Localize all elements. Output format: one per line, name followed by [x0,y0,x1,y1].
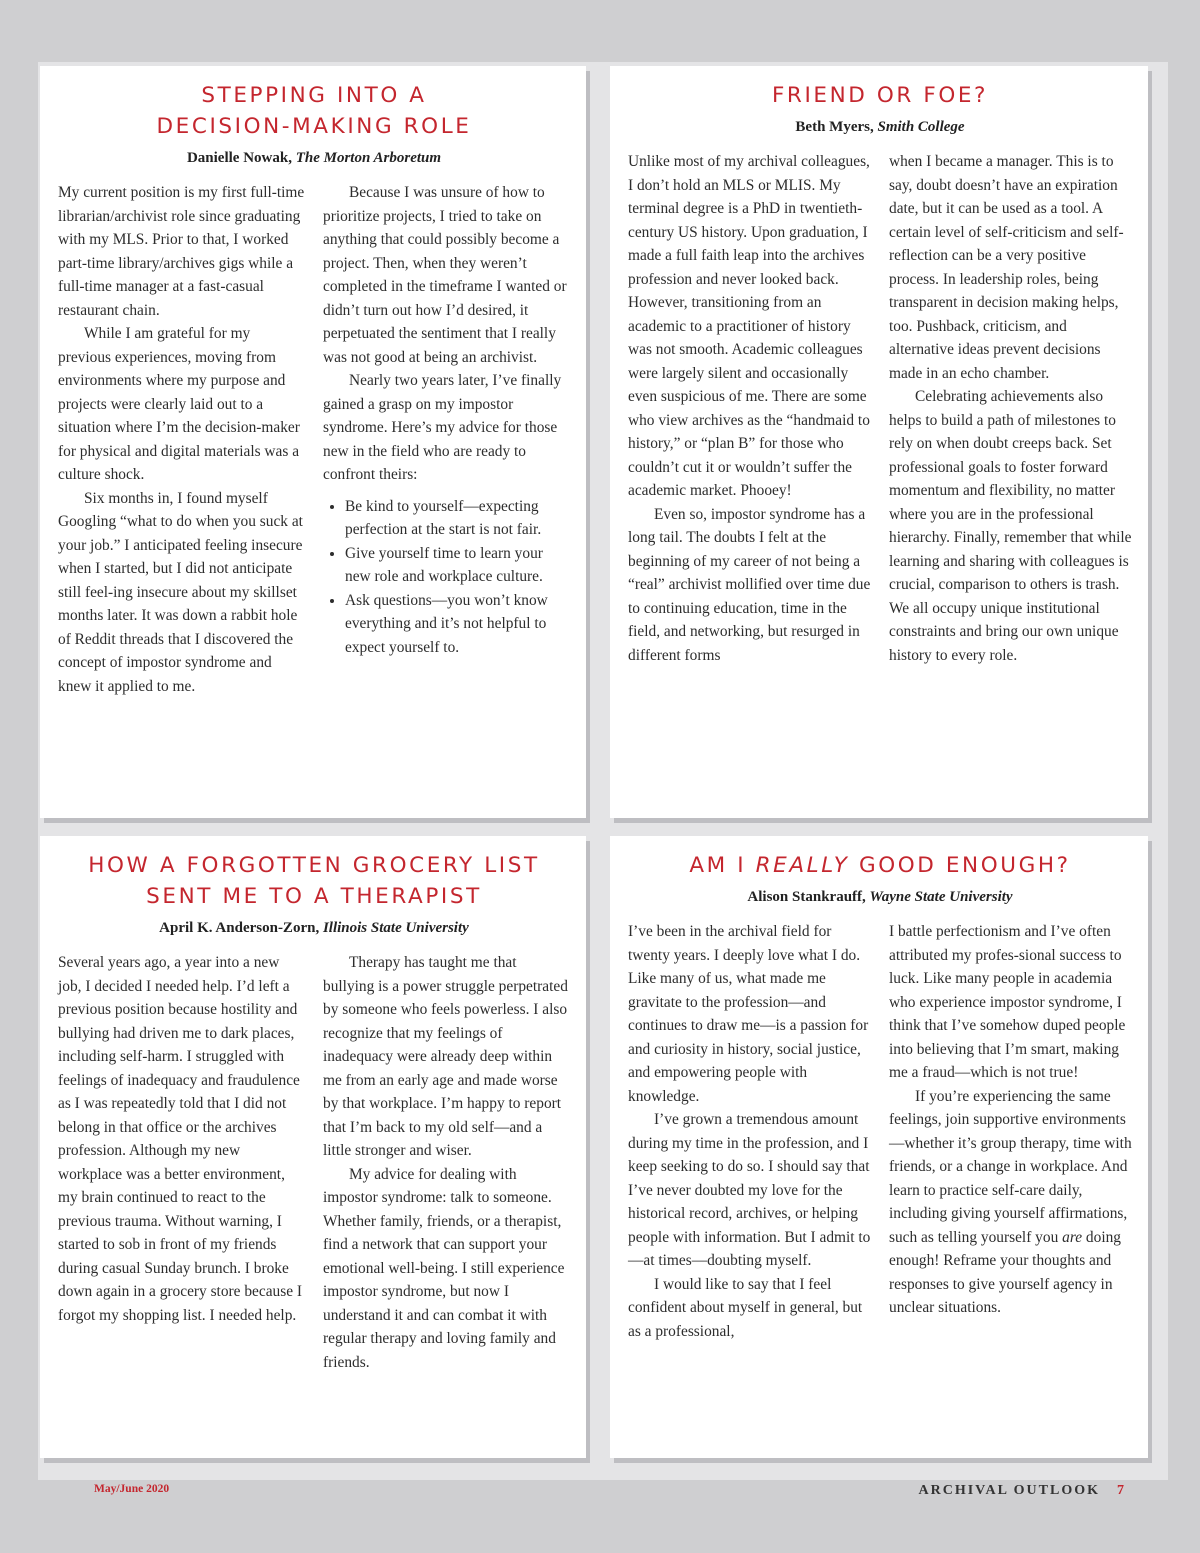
paragraph: Because I was unsure of how to prioritize projects, I tried to take on anything that could possibly become a project. Then, when they weren’t completed in the timeframe I wanted or didn’t turn out how I’d desired, it perpetuated the sentiment that I really was not good at being an archivist. [323,184,567,366]
article-columns [58,951,570,1374]
paragraph: Nearly two years later, I’ve finally gained a grasp on my impostor syndrome. Here’s my advice for those new in the field who are ready to confront theirs: [323,372,562,483]
paragraph: Unlike most of my archival colleagues, I don’t hold an MLS or MLIS. My terminal degree is a PhD in twentieth-century US history. Upon graduation, I made a full faith leap into the archives profession and never looked back. However, transitioning from an academic to a practitioner of history was not smooth. Academic colleagues were largely silent and occasionally even suspicious of me. There are some who view archives as the “handmaid to history,” or “plan B” for those who couldn’t cut it or wouldn’t suffer the academic market. Phooey! [628,153,870,499]
author-institution: Wayne State University [869,889,1013,905]
paragraph: I’ve been in the archival field for twenty years. I deeply love what I do. Like many of us, what made me gravitate to the profession—and continues to draw me—is a passion for and curiosity in history, social justice, and empowering people with knowledge. [628,923,869,1105]
text-emphasis: are [1062,1228,1083,1246]
article-columns [628,150,1132,667]
article-byline [58,920,570,937]
paragraph: Six months in, I found myself Googling “what to do when you suck at your job.” I anticipated feeling insecure when I started, but I did not anticipate still feel-ing insecure about my skillset months later. It was down a rabbit hole of Reddit threads that I discovered the concept of impostor syndrome and knew it applied to me. [58,489,303,695]
author-institution: Smith College [877,119,965,135]
paragraph: I’ve grown a tremendous amount during my time in the profession, and I keep seeking to do so. I should say that I’ve never doubted my love for the historical record, archives, or helping people with information. But I admit to—at times—doubting myself. [628,1111,871,1269]
author-institution: Illinois State University [322,920,469,936]
text-run: doing enough! Reframe your thoughts and responses to give yourself agency in unclear situations. [889,1228,1121,1316]
article-byline [58,150,570,167]
article-card-grocery-list [40,836,586,1458]
article-title [628,850,1132,881]
author-institution: The Morton Arboretum [295,150,442,166]
text-run: If you’re experiencing the same feelings, join supportive environments—whether it’s group therapy, time with friends, or a change in workplace. And learn to practice self-care daily, including giving yourself affirmations, such as telling yourself you [889,1087,1132,1246]
paragraph: I would like to say that I feel confident about myself in general, but as a professional, [628,1275,863,1340]
author-name: Alison Stankrauff, [747,889,866,905]
column-left [628,920,871,1343]
author-name: Beth Myers, [795,119,874,135]
list-item: • Ask questions—you won’t know everything and it’s not helpful to expect yourself to. [345,589,570,660]
paragraph: My advice for dealing with impostor syndrome: talk to someone. Whether family, friends, or a therapist, find a network that can support your emotional well-being. I still experience impostor syndrome, but now I understand it and can combat it with regular therapy and loving family and friends. [323,1165,565,1371]
article-columns [628,920,1132,1343]
issue-date: May/June 2020 [94,1483,170,1495]
title-part: GOOD ENOUGH? [849,853,1071,878]
page-number: 7 [1117,1483,1124,1498]
paragraph: While I am grateful for my previous experiences, moving from environments where my purpose and projects were clearly laid out to a situation where I’m the decision-maker for physical and digital materials was a culture shock. [58,325,300,483]
article-card-friend-or-foe [610,66,1148,818]
paragraph [889,1085,1132,1320]
paragraph: I battle perfectionism and I’ve often attributed my profes-sional success to luck. Like many people in academia who experience impostor syndrome, I think that I’ve somehow duped people into believing that I’m smart, making me a fraud—which is not true! [889,923,1126,1081]
article-title: HOW A FORGOTTEN GROCERY LIST SENT ME TO A THERAPIST [88,853,540,909]
article-title: STEPPING INTO A DECISION-MAKING ROLE [156,83,472,139]
article-card-really-good-enough [610,836,1148,1458]
author-name: April K. Anderson-Zorn, [159,920,320,936]
publication-name: ARCHIVAL OUTLOOK [918,1483,1100,1498]
paragraph: Several years ago, a year into a new job, I decided I needed help. I’d left a previous position because hostility and bullying had driven me to dark places, including self-harm. I struggled with feelings of inadequacy and fraudulence as I was repeatedly told that I did not belong in that office or the archives profession. Although my new workplace was a better environment, my brain continued to react to the previous trauma. Without warning, I started to sob in front of my friends during casual Sunday brunch. I broke down again in a grocery store because I forgot my shopping list. I needed help. [58,954,303,1324]
column-left [58,181,305,698]
title-part: AM I [689,853,756,878]
paragraph: when I became a manager. This is to say, doubt doesn’t have an expiration date, but it can be used as a tool. A certain level of self-criticism and self-reflection can be a very positive process. In leadership roles, being transparent in decision making helps, too. Pushback, criticism, and alternative ideas prevent decisions made in an echo chamber. [889,153,1124,382]
column-right [889,920,1132,1343]
list-item: • Be kind to yourself—expecting perfection at the start is not fair. [345,495,570,542]
column-left [628,150,871,667]
paragraph: Celebrating achievements also helps to build a path of milestones to rely on when doubt creeps back. Set professional goals to foster forward momentum and flexibility, no matter where you are in the professional hierarchy. Finally, remember that while learning and sharing with colleagues is crucial, comparison to others is trash. We all occupy unique institutional constraints and bring our own unique history to every role. [889,388,1132,664]
article-columns [58,181,570,698]
column-left [58,951,305,1374]
advice-list [323,495,570,660]
article-title: FRIEND OR FOE? [771,83,989,108]
paragraph: Even so, impostor syndrome has a long tail. The doubts I felt at the beginning of my career of not being a “real” archivist mollified over time due to continuing education, time in the field, and networking, but resurged in different forms [628,505,871,664]
column-right [323,181,570,698]
paragraph: My current position is my first full-time librarian/archivist role since graduating with my MLS. Prior to that, I worked part-time library/archives gigs while a full-time manager at a fast-casual restaurant chain. [58,184,305,319]
article-byline [628,119,1132,136]
paragraph: Therapy has taught me that bullying is a power struggle perpetrated by someone who feels powerless. I also recognize that my feelings of inadequacy were already deep within me from an early age and made worse by that workplace. I’m happy to report that I’m back to my old self—and a little stronger and wiser. [323,954,568,1159]
column-right [889,150,1132,667]
article-card-stepping-into-role [40,66,586,818]
title-emphasis: REALLY [755,853,850,878]
list-item: • Give yourself time to learn your new role and workplace culture. [345,542,570,589]
author-name: Danielle Nowak, [186,150,292,166]
column-right [323,951,570,1374]
article-byline [628,889,1132,906]
